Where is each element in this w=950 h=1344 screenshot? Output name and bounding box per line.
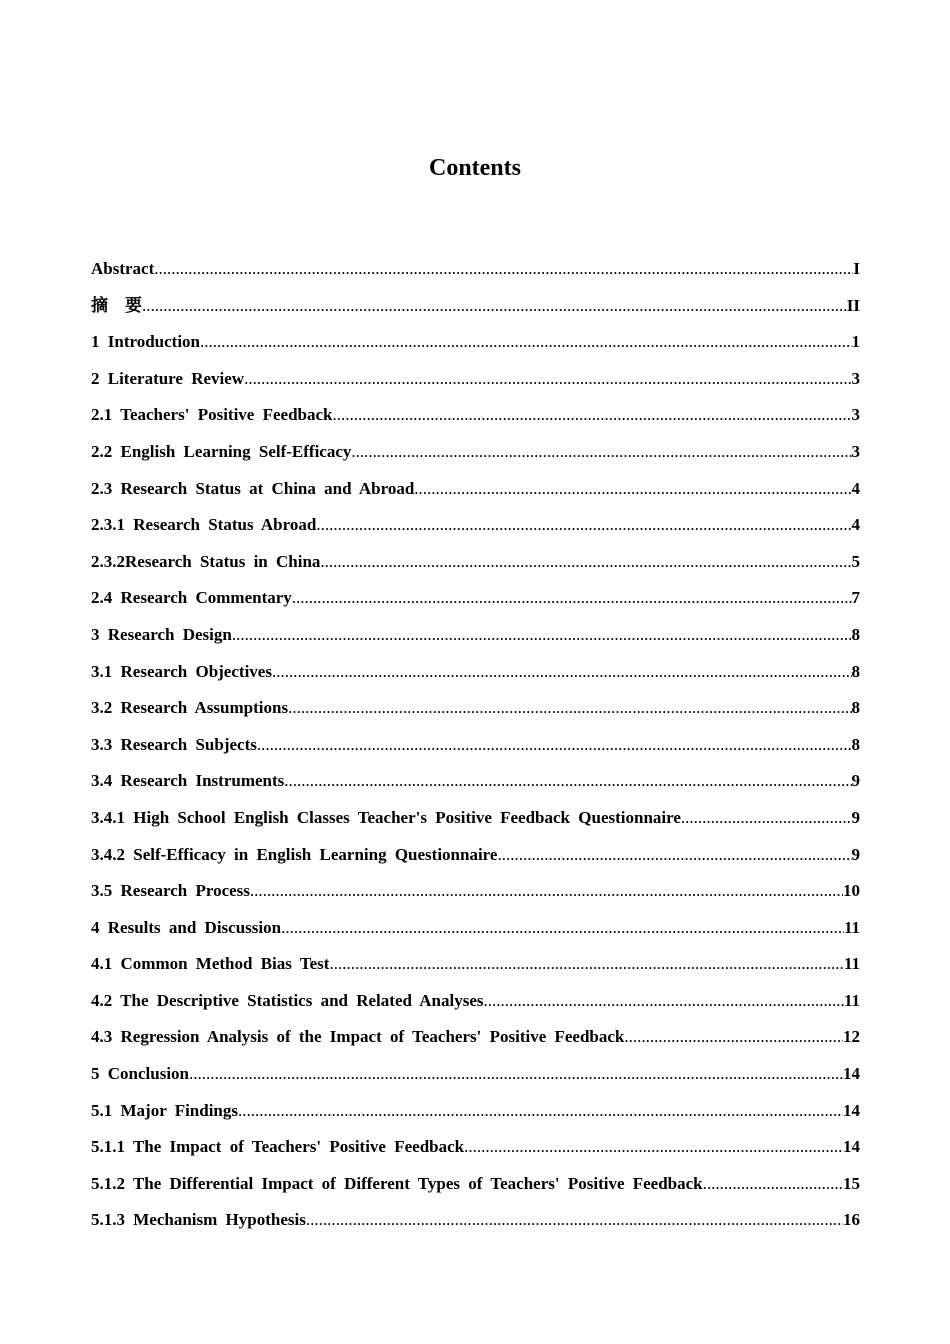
toc-entry-page-number: 1 [851, 332, 860, 352]
dot-leader [414, 476, 851, 502]
toc-entry-page-number: 10 [843, 881, 860, 901]
toc-entry-title: 5.1.1 The Impact of Teachers' Positive Feedback [91, 1137, 465, 1157]
toc-entry[interactable] [91, 439, 860, 476]
toc-entry-title: 3.4 Research Instruments [91, 771, 285, 791]
dot-leader [292, 585, 852, 611]
toc-entry-page-number: 8 [851, 698, 860, 718]
toc-entry-page-number: 3 [851, 441, 860, 461]
toc-entry-title: 5.1.2 The Differential Impact of Different Types of Teachers' Positive Feedback [91, 1173, 703, 1193]
toc-entry-title: 2 Literature Review [91, 368, 245, 388]
toc-entry[interactable] [91, 1098, 860, 1135]
toc-entry[interactable] [91, 1171, 860, 1208]
toc-entry-page-number: 14 [843, 1100, 860, 1120]
toc-entry[interactable] [91, 915, 860, 952]
toc-entry-page-number: I [853, 259, 860, 278]
toc-entry-page-number: 4 [851, 515, 860, 535]
toc-entry-title: 摘 要 [91, 295, 142, 315]
toc-entry[interactable] [91, 256, 860, 293]
dot-leader [288, 695, 851, 721]
dot-leader [681, 805, 852, 831]
toc-entry-page-number: II [846, 295, 860, 315]
toc-entry-page-number: 7 [851, 588, 860, 608]
dot-leader [250, 878, 843, 904]
toc-entry-page-number: 11 [843, 954, 860, 974]
toc-entry[interactable] [91, 293, 860, 330]
toc-entry-title: 5 Conclusion [91, 1064, 189, 1084]
dot-leader [281, 915, 844, 941]
dot-leader [332, 402, 851, 428]
toc-entry[interactable] [91, 549, 860, 586]
toc-entry[interactable] [91, 585, 860, 622]
toc-entry-title: 3.4.1 High School English Classes Teacher's Positive Feedback Questionnaire [91, 807, 681, 827]
page-title: Contents [428, 155, 521, 181]
toc-entry-title: 3.2 Research Assumptions [91, 698, 289, 718]
toc-entry-page-number: 16 [843, 1210, 860, 1230]
toc-entry-title: 2.3.2Research Status in China [91, 551, 321, 571]
dot-leader [238, 1098, 843, 1124]
toc-entry-title: Abstract [91, 259, 155, 278]
toc-entry[interactable] [91, 622, 860, 659]
toc-entry-title: 3.5 Research Process [91, 881, 250, 901]
dot-leader [497, 842, 851, 868]
toc-entry-title: 3.1 Research Objectives [91, 661, 272, 681]
toc-entry-title: 3.3 Research Subjects [91, 734, 257, 754]
toc-entry-page-number: 9 [851, 844, 860, 864]
toc-entry-page-number: 4 [851, 478, 860, 498]
dot-leader [703, 1171, 843, 1197]
toc-entry-page-number: 11 [843, 990, 860, 1010]
dot-leader [284, 768, 851, 794]
dot-leader [320, 549, 851, 575]
toc-entry-page-number: 9 [851, 771, 860, 791]
toc-entry-title: 4 Results and Discussion [91, 917, 282, 937]
toc-entry-title: 3 Research Design [91, 624, 232, 644]
dot-leader [272, 659, 852, 685]
toc-entry-page-number: 9 [851, 807, 860, 827]
toc-entry-page-number: 3 [851, 368, 860, 388]
toc-entry[interactable] [91, 402, 860, 439]
dot-leader [484, 988, 844, 1014]
toc-entry[interactable] [91, 842, 860, 879]
toc-entry-page-number: 15 [843, 1173, 860, 1193]
toc-entry[interactable] [91, 878, 860, 915]
toc-entry-title: 2.3 Research Status at China and Abroad [91, 478, 415, 498]
toc-entry-title: 4.2 The Descriptive Statistics and Related Analyses [91, 990, 484, 1010]
toc-entry[interactable] [91, 512, 860, 549]
dot-leader [232, 622, 852, 648]
toc-entry-title: 5.1.3 Mechanism Hypothesis [91, 1210, 306, 1230]
toc-entry-page-number: 8 [851, 661, 860, 681]
toc-entry[interactable] [91, 1061, 860, 1098]
dot-leader [257, 732, 852, 758]
table-of-contents [91, 256, 860, 1244]
toc-entry-title: 1 Introduction [91, 332, 201, 352]
toc-entry-page-number: 5 [851, 551, 860, 571]
toc-entry-page-number: 3 [851, 405, 860, 425]
toc-entry[interactable] [91, 695, 860, 732]
toc-entry-title: 4.1 Common Method Bias Test [91, 954, 330, 974]
toc-entry-title: 2.1 Teachers' Positive Feedback [91, 405, 333, 425]
dot-leader [200, 329, 851, 355]
dot-leader [316, 512, 851, 538]
toc-entry[interactable] [91, 1134, 860, 1171]
dot-leader [351, 439, 851, 465]
toc-entry[interactable] [91, 476, 860, 513]
dot-leader [142, 293, 847, 319]
dot-leader [154, 256, 853, 282]
toc-entry[interactable] [91, 1207, 860, 1244]
toc-entry-page-number: 11 [843, 917, 860, 937]
toc-entry-page-number: 14 [843, 1064, 860, 1084]
toc-entry[interactable] [91, 805, 860, 842]
dot-leader [464, 1134, 843, 1160]
toc-entry[interactable] [91, 1024, 860, 1061]
toc-entry-title: 5.1 Major Findings [91, 1100, 239, 1120]
dot-leader [189, 1061, 843, 1087]
dot-leader [329, 951, 844, 977]
dot-leader [244, 366, 851, 392]
toc-entry-title: 3.4.2 Self-Efficacy in English Learning Questionnaire [91, 844, 498, 864]
toc-entry[interactable] [91, 366, 860, 403]
dot-leader [306, 1207, 843, 1233]
toc-entry[interactable] [91, 732, 860, 769]
toc-entry-title: 2.2 English Learning Self-Efficacy [91, 441, 352, 461]
toc-entry-page-number: 8 [851, 734, 860, 754]
toc-entry-title: 2.4 Research Commentary [91, 588, 292, 608]
toc-entry[interactable] [91, 951, 860, 988]
dot-leader [624, 1024, 843, 1050]
toc-entry[interactable] [91, 659, 860, 696]
toc-entry[interactable] [91, 988, 860, 1025]
toc-entry-title: 4.3 Regression Analysis of the Impact of Teachers' Positive Feedback [91, 1027, 625, 1047]
toc-entry-page-number: 8 [851, 624, 860, 644]
toc-entry-title: 2.3.1 Research Status Abroad [91, 515, 317, 535]
toc-entry[interactable] [91, 768, 860, 805]
toc-entry-page-number: 14 [843, 1137, 860, 1157]
toc-entry-page-number: 12 [843, 1027, 860, 1047]
toc-entry[interactable] [91, 329, 860, 366]
